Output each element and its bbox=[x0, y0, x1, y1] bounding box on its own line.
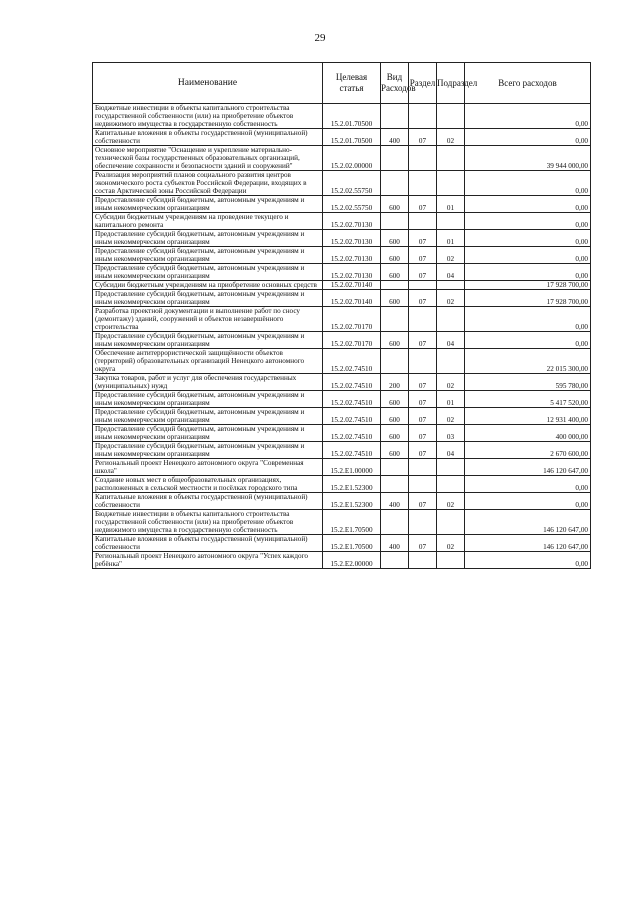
row-total: 2 670 600,00 bbox=[465, 442, 591, 459]
table-row bbox=[93, 493, 591, 510]
row-total: 146 120 647,00 bbox=[465, 535, 591, 552]
row-vid: 600 bbox=[381, 264, 409, 281]
row-vid: 600 bbox=[381, 391, 409, 408]
row-razdel bbox=[409, 349, 437, 374]
row-podrazdel: 02 bbox=[437, 290, 465, 307]
table-row bbox=[93, 129, 591, 146]
row-razdel bbox=[409, 104, 437, 129]
row-name: Разработка проектной документации и выполнение работ по сносу (демонтажу) зданий, сооружений и объектов незавершённого строительства bbox=[93, 307, 323, 332]
row-razdel bbox=[409, 476, 437, 493]
row-name: Предоставление субсидий бюджетным, автономным учреждениям и иным некоммерческим организациям bbox=[93, 425, 323, 442]
row-razdel: 07 bbox=[409, 408, 437, 425]
row-code: 15.2.02.74510 bbox=[323, 349, 381, 374]
row-name: Региональный проект Ненецкого автономного округа "Успех каждого ребёнка" bbox=[93, 552, 323, 569]
table-row bbox=[93, 171, 591, 196]
table-row bbox=[93, 290, 591, 307]
row-vid bbox=[381, 171, 409, 196]
row-code: 15.2.02.70140 bbox=[323, 290, 381, 307]
row-podrazdel: 01 bbox=[437, 391, 465, 408]
header-code: Целевая статья bbox=[323, 63, 381, 104]
table-row bbox=[93, 281, 591, 290]
row-total: 0,00 bbox=[465, 476, 591, 493]
row-total: 22 015 300,00 bbox=[465, 349, 591, 374]
row-vid: 600 bbox=[381, 408, 409, 425]
row-razdel bbox=[409, 510, 437, 535]
row-total: 0,00 bbox=[465, 247, 591, 264]
row-razdel: 07 bbox=[409, 374, 437, 391]
row-vid: 600 bbox=[381, 247, 409, 264]
row-name: Субсидии бюджетным учреждениям на приобретение основных средств bbox=[93, 281, 323, 290]
header-name: Наименование bbox=[93, 63, 323, 104]
row-total: 0,00 bbox=[465, 104, 591, 129]
row-total: 595 780,00 bbox=[465, 374, 591, 391]
row-name: Предоставление субсидий бюджетным, автономным учреждениям и иным некоммерческим организациям bbox=[93, 442, 323, 459]
row-code: 15.2.E1.70500 bbox=[323, 510, 381, 535]
row-name: Закупка товаров, работ и услуг для обеспечения государственных (муниципальных) нужд bbox=[93, 374, 323, 391]
row-podrazdel bbox=[437, 510, 465, 535]
row-total: 0,00 bbox=[465, 264, 591, 281]
row-name: Предоставление субсидий бюджетным, автономным учреждениям и иным некоммерческим организациям bbox=[93, 332, 323, 349]
row-podrazdel bbox=[437, 171, 465, 196]
row-razdel: 07 bbox=[409, 196, 437, 213]
row-podrazdel bbox=[437, 307, 465, 332]
row-total: 0,00 bbox=[465, 129, 591, 146]
row-code: 15.2.02.74510 bbox=[323, 442, 381, 459]
row-podrazdel: 02 bbox=[437, 374, 465, 391]
row-total: 12 931 400,00 bbox=[465, 408, 591, 425]
row-razdel: 07 bbox=[409, 129, 437, 146]
row-name: Реализация мероприятий планов социального развития центров экономического роста субъектов Российской Федерации, входящих в состав Арктической зоны Российской Федерации bbox=[93, 171, 323, 196]
row-podrazdel: 04 bbox=[437, 442, 465, 459]
row-code: 15.2.01.70500 bbox=[323, 104, 381, 129]
row-code: 15.2.02.70140 bbox=[323, 281, 381, 290]
row-vid bbox=[381, 476, 409, 493]
row-razdel: 07 bbox=[409, 391, 437, 408]
row-podrazdel: 03 bbox=[437, 425, 465, 442]
row-total: 146 120 647,00 bbox=[465, 510, 591, 535]
row-total: 400 000,00 bbox=[465, 425, 591, 442]
table-row bbox=[93, 146, 591, 171]
budget-table bbox=[92, 62, 591, 569]
table-row bbox=[93, 459, 591, 476]
row-razdel: 07 bbox=[409, 230, 437, 247]
table-row bbox=[93, 476, 591, 493]
row-total: 0,00 bbox=[465, 213, 591, 230]
row-vid bbox=[381, 510, 409, 535]
row-name: Предоставление субсидий бюджетным, автономным учреждениям и иным некоммерческим организациям bbox=[93, 391, 323, 408]
row-vid bbox=[381, 146, 409, 171]
page-number: 29 bbox=[314, 32, 326, 44]
row-name: Предоставление субсидий бюджетным, автономным учреждениям и иным некоммерческим организациям bbox=[93, 247, 323, 264]
row-podrazdel: 02 bbox=[437, 493, 465, 510]
row-razdel bbox=[409, 459, 437, 476]
table-row bbox=[93, 247, 591, 264]
row-code: 15.2.E1.00000 bbox=[323, 459, 381, 476]
row-name: Предоставление субсидий бюджетным, автономным учреждениям и иным некоммерческим организациям bbox=[93, 408, 323, 425]
table-header-row bbox=[93, 63, 591, 104]
row-total: 0,00 bbox=[465, 230, 591, 247]
row-total: 17 928 700,00 bbox=[465, 290, 591, 307]
row-vid: 600 bbox=[381, 196, 409, 213]
row-total: 39 944 000,00 bbox=[465, 146, 591, 171]
row-podrazdel: 02 bbox=[437, 129, 465, 146]
row-razdel: 07 bbox=[409, 290, 437, 307]
row-code: 15.2.02.00000 bbox=[323, 146, 381, 171]
row-vid bbox=[381, 349, 409, 374]
table-row bbox=[93, 442, 591, 459]
table-row bbox=[93, 510, 591, 535]
row-vid bbox=[381, 213, 409, 230]
table-row bbox=[93, 535, 591, 552]
row-name: Региональный проект Ненецкого автономного округа "Современная школа" bbox=[93, 459, 323, 476]
row-podrazdel: 01 bbox=[437, 196, 465, 213]
row-name: Обеспечение антитеррористической защищённости объектов (территорий) образовательных организаций Ненецкого автономного округа bbox=[93, 349, 323, 374]
row-code: 15.2.02.70170 bbox=[323, 307, 381, 332]
row-total: 5 417 520,00 bbox=[465, 391, 591, 408]
header-total: Всего расходов bbox=[465, 63, 591, 104]
table-row bbox=[93, 213, 591, 230]
row-total: 0,00 bbox=[465, 171, 591, 196]
row-name: Создание новых мест в общеобразовательных организациях, расположенных в сельской местности и посёлках городского типа bbox=[93, 476, 323, 493]
row-razdel bbox=[409, 552, 437, 569]
table-row bbox=[93, 230, 591, 247]
row-name: Предоставление субсидий бюджетным, автономным учреждениям и иным некоммерческим организациям bbox=[93, 290, 323, 307]
row-vid: 400 bbox=[381, 493, 409, 510]
row-razdel bbox=[409, 146, 437, 171]
table-row bbox=[93, 408, 591, 425]
row-name: Бюджетные инвестиции в объекты капитального строительства государственной собственности (или) на приобретение объектов недвижимого имущества в государственную собственность bbox=[93, 510, 323, 535]
row-total: 0,00 bbox=[465, 552, 591, 569]
row-total: 0,00 bbox=[465, 196, 591, 213]
table-row bbox=[93, 196, 591, 213]
row-name: Капитальные вложения в объекты государственной (муниципальной) собственности bbox=[93, 493, 323, 510]
table-row bbox=[93, 552, 591, 569]
row-total: 0,00 bbox=[465, 493, 591, 510]
row-razdel bbox=[409, 281, 437, 290]
row-razdel: 07 bbox=[409, 535, 437, 552]
row-name: Предоставление субсидий бюджетным, автономным учреждениям и иным некоммерческим организациям bbox=[93, 196, 323, 213]
row-name: Бюджетные инвестиции в объекты капитального строительства государственной собственности (или) на приобретение объектов недвижимого имущества в государственную собственность bbox=[93, 104, 323, 129]
row-podrazdel bbox=[437, 476, 465, 493]
row-name: Капитальные вложения в объекты государственной (муниципальной) собственности bbox=[93, 535, 323, 552]
table-row bbox=[93, 374, 591, 391]
row-name: Субсидии бюджетным учреждениям на проведение текущего и капитального ремонта bbox=[93, 213, 323, 230]
row-vid: 400 bbox=[381, 129, 409, 146]
row-vid bbox=[381, 307, 409, 332]
row-podrazdel bbox=[437, 349, 465, 374]
row-code: 15.2.02.74510 bbox=[323, 374, 381, 391]
row-podrazdel: 02 bbox=[437, 408, 465, 425]
row-code: 15.2.02.74510 bbox=[323, 425, 381, 442]
row-code: 15.2.02.70130 bbox=[323, 247, 381, 264]
row-code: 15.2.02.70130 bbox=[323, 213, 381, 230]
row-razdel bbox=[409, 213, 437, 230]
row-vid bbox=[381, 459, 409, 476]
row-razdel bbox=[409, 307, 437, 332]
row-vid: 400 bbox=[381, 535, 409, 552]
table-row bbox=[93, 391, 591, 408]
row-podrazdel: 04 bbox=[437, 264, 465, 281]
row-podrazdel: 01 bbox=[437, 230, 465, 247]
header-vid: Вид Расходов bbox=[381, 63, 409, 104]
header-podrazdel: Подраздел bbox=[437, 63, 465, 104]
row-podrazdel bbox=[437, 459, 465, 476]
row-code: 15.2.E2.00000 bbox=[323, 552, 381, 569]
row-name: Предоставление субсидий бюджетным, автономным учреждениям и иным некоммерческим организациям bbox=[93, 230, 323, 247]
row-name: Основное мероприятие "Оснащение и укрепление материально-технической базы государственных образовательных организаций, обеспечение сохранности и безопасности зданий и сооружений" bbox=[93, 146, 323, 171]
row-razdel: 07 bbox=[409, 442, 437, 459]
table-row bbox=[93, 264, 591, 281]
row-razdel: 07 bbox=[409, 264, 437, 281]
table-row bbox=[93, 425, 591, 442]
row-vid: 600 bbox=[381, 230, 409, 247]
row-vid: 600 bbox=[381, 332, 409, 349]
table-row bbox=[93, 307, 591, 332]
table-row bbox=[93, 349, 591, 374]
row-name: Капитальные вложения в объекты государственной (муниципальной) собственности bbox=[93, 129, 323, 146]
row-code: 15.2.E1.52300 bbox=[323, 493, 381, 510]
row-code: 15.2.E1.52300 bbox=[323, 476, 381, 493]
table-row bbox=[93, 332, 591, 349]
row-code: 15.2.02.70130 bbox=[323, 230, 381, 247]
row-podrazdel: 04 bbox=[437, 332, 465, 349]
row-total: 146 120 647,00 bbox=[465, 459, 591, 476]
row-razdel: 07 bbox=[409, 425, 437, 442]
row-vid: 600 bbox=[381, 442, 409, 459]
row-razdel bbox=[409, 171, 437, 196]
row-code: 15.2.02.74510 bbox=[323, 391, 381, 408]
table-row bbox=[93, 104, 591, 129]
row-total: 0,00 bbox=[465, 307, 591, 332]
row-podrazdel: 02 bbox=[437, 535, 465, 552]
header-razdel: Раздел bbox=[409, 63, 437, 104]
row-podrazdel bbox=[437, 552, 465, 569]
row-vid bbox=[381, 281, 409, 290]
row-vid bbox=[381, 552, 409, 569]
row-vid: 600 bbox=[381, 290, 409, 307]
row-podrazdel: 02 bbox=[437, 247, 465, 264]
row-razdel: 07 bbox=[409, 493, 437, 510]
row-name: Предоставление субсидий бюджетным, автономным учреждениям и иным некоммерческим организациям bbox=[93, 264, 323, 281]
row-podrazdel bbox=[437, 281, 465, 290]
row-razdel: 07 bbox=[409, 247, 437, 264]
row-code: 15.2.02.70170 bbox=[323, 332, 381, 349]
row-razdel: 07 bbox=[409, 332, 437, 349]
row-vid bbox=[381, 104, 409, 129]
row-total: 17 928 700,00 bbox=[465, 281, 591, 290]
row-vid: 600 bbox=[381, 425, 409, 442]
row-podrazdel bbox=[437, 104, 465, 129]
row-code: 15.2.01.70500 bbox=[323, 129, 381, 146]
row-total: 0,00 bbox=[465, 332, 591, 349]
row-code: 15.2.02.70130 bbox=[323, 264, 381, 281]
row-code: 15.2.02.74510 bbox=[323, 408, 381, 425]
row-podrazdel bbox=[437, 146, 465, 171]
row-code: 15.2.E1.70500 bbox=[323, 535, 381, 552]
row-vid: 200 bbox=[381, 374, 409, 391]
row-code: 15.2.02.55750 bbox=[323, 171, 381, 196]
row-podrazdel bbox=[437, 213, 465, 230]
row-code: 15.2.02.55750 bbox=[323, 196, 381, 213]
